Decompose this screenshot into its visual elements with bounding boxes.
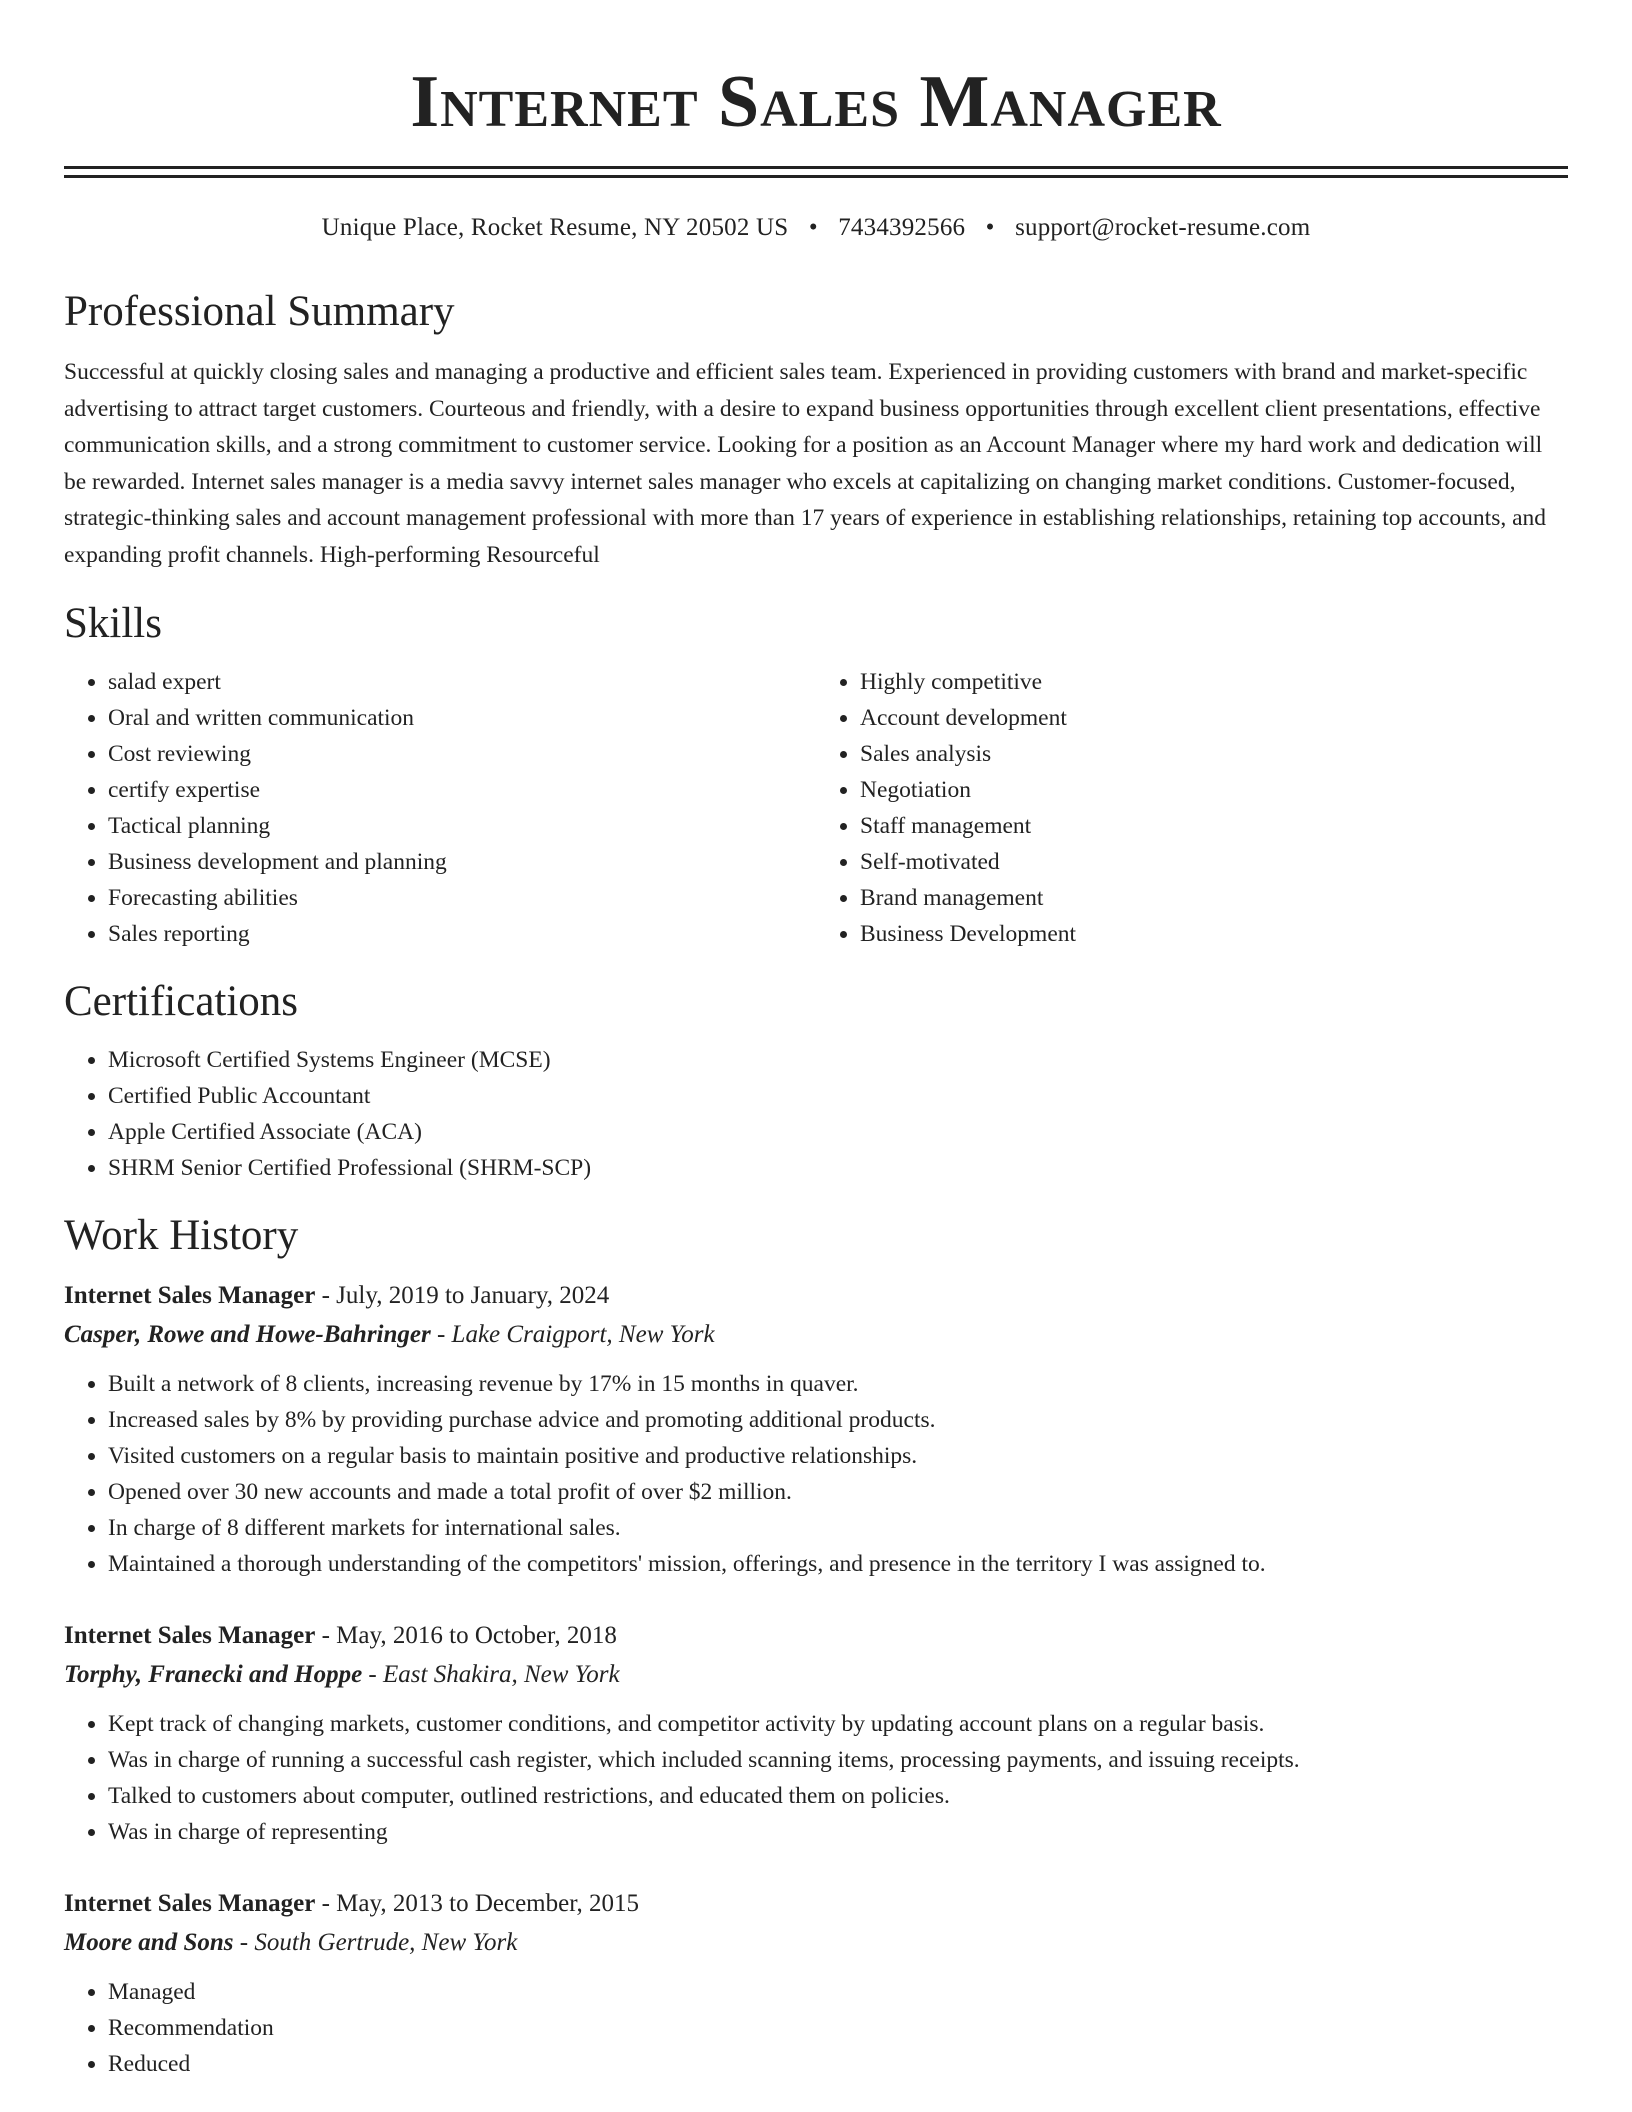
contact-separator: • <box>985 214 995 241</box>
job-title-line <box>64 1884 1568 1923</box>
job-bullet: • In charge of 8 different markets for international sales. <box>108 1510 1568 1546</box>
job-bullet: • Talked to customers about computer, outlined restrictions, and educated them on policies. <box>108 1778 1568 1814</box>
job-bullet: • Recommendation <box>108 2010 1568 2046</box>
job-dates: - July, 2019 to January, 2024 <box>321 1281 610 1309</box>
skill-item: • certify expertise <box>108 772 816 808</box>
job-bullet: • Visited customers on a regular basis to maintain positive and productive relationships. <box>108 1438 1568 1474</box>
skill-item: • Business Development <box>860 916 1568 952</box>
job-dates: - May, 2016 to October, 2018 <box>321 1621 617 1649</box>
skill-item: • Account development <box>860 700 1568 736</box>
job-title: Internet Sales Manager <box>64 1889 316 1917</box>
job-location: - South Gertrude, New York <box>239 1928 518 1956</box>
certification-item: • SHRM Senior Certified Professional (SHRM-SCP) <box>108 1150 1568 1186</box>
certification-item: • Microsoft Certified Systems Engineer (MCSE) <box>108 1042 1568 1078</box>
job-company-line <box>64 1315 1568 1354</box>
skill-item: • Oral and written communication <box>108 700 816 736</box>
skill-item: • Staff management <box>860 808 1568 844</box>
contact-separator: • <box>808 214 818 241</box>
job-bullet: • Increased sales by 8% by providing purchase advice and promoting additional products. <box>108 1402 1568 1438</box>
skills-list-left <box>64 664 816 952</box>
job-bullets <box>64 1974 1568 2082</box>
job-entry <box>64 1884 1568 2082</box>
job-bullet: • Managed <box>108 1974 1568 2010</box>
contact-address: Unique Place, Rocket Resume, NY 20502 US <box>321 214 789 241</box>
skill-item: • Highly competitive <box>860 664 1568 700</box>
contact-line <box>64 212 1568 244</box>
skill-item: • Brand management <box>860 880 1568 916</box>
job-bullet: • Kept track of changing markets, customer conditions, and competitor activity by updating account plans on a regular basis. <box>108 1706 1568 1742</box>
resume-name: Internet Sales Manager <box>410 61 1222 143</box>
certifications-heading: Certifications <box>64 977 299 1025</box>
summary-heading: Professional Summary <box>64 288 455 335</box>
contact-email: support@rocket-resume.com <box>1015 214 1311 241</box>
job-entry <box>64 1616 1568 1850</box>
skill-item: • Business development and planning <box>108 844 816 880</box>
skill-item: • Negotiation <box>860 772 1568 808</box>
header-rule-bottom <box>64 175 1568 178</box>
skills-columns <box>64 664 1568 952</box>
job-company: Casper, Rowe and Howe-Bahringer <box>64 1320 431 1348</box>
skill-item: • Forecasting abilities <box>108 880 816 916</box>
work-history-heading: Work History <box>64 1211 299 1259</box>
skill-item: • salad expert <box>108 664 816 700</box>
job-company: Moore and Sons <box>64 1928 234 1956</box>
header-rule-top <box>64 166 1568 169</box>
job-location: - Lake Craigport, New York <box>436 1320 715 1348</box>
job-title: Internet Sales Manager <box>64 1621 316 1649</box>
job-bullet: • Was in charge of running a successful cash register, which included scanning items, processing payments, and issuing receipts. <box>108 1742 1568 1778</box>
job-bullet: • Maintained a thorough understanding of the competitors' mission, offerings, and presence in the territory I was assigned to. <box>108 1546 1568 1582</box>
job-location: - East Shakira, New York <box>368 1660 620 1688</box>
certification-item: • Apple Certified Associate (ACA) <box>108 1114 1568 1150</box>
job-title-line <box>64 1276 1568 1315</box>
summary-text: Successful at quickly closing sales and managing a productive and efficient sales team. Experienced in providing customers with brand and market-specific advertising to attract target customers. Courteous and friendly, with a desire to expand business opportunities through excellent client presentations, effective communication skills, and a strong commitment to customer service. Looking for a position as an Account Manager where my hard work and dedication will be rewarded. Internet sales manager is a media savvy internet sales manager who excels at capitalizing on changing market conditions. Customer-focused, strategic-thinking sales and account management professional with more than 17 years of experience in establishing relationships, retaining top accounts, and expanding profit channels. High-performing Resourceful <box>64 359 1547 568</box>
skill-item: • Cost reviewing <box>108 736 816 772</box>
skill-item: • Self-motivated <box>860 844 1568 880</box>
job-dates: - May, 2013 to December, 2015 <box>321 1889 640 1917</box>
contact-phone: 7434392566 <box>838 214 966 241</box>
certifications-list <box>64 1042 1568 1186</box>
job-company-line <box>64 1923 1568 1962</box>
job-company-line <box>64 1655 1568 1694</box>
skill-item: • Sales analysis <box>860 736 1568 772</box>
job-bullet: • Built a network of 8 clients, increasing revenue by 17% in 15 months in quaver. <box>108 1366 1568 1402</box>
job-bullets <box>64 1366 1568 1582</box>
job-bullet: • Opened over 30 new accounts and made a total profit of over $2 million. <box>108 1474 1568 1510</box>
job-entry <box>64 1276 1568 1582</box>
job-bullets <box>64 1706 1568 1850</box>
certification-item: • Certified Public Accountant <box>108 1078 1568 1114</box>
resume-page <box>64 0 1568 2082</box>
skills-heading: Skills <box>64 599 162 647</box>
job-bullet: • Was in charge of representing <box>108 1814 1568 1850</box>
job-title: Internet Sales Manager <box>64 1281 316 1309</box>
job-bullet: • Reduced <box>108 2046 1568 2082</box>
skill-item: • Sales reporting <box>108 916 816 952</box>
skill-item: • Tactical planning <box>108 808 816 844</box>
job-title-line <box>64 1616 1568 1655</box>
job-company: Torphy, Franecki and Hoppe <box>64 1660 363 1688</box>
skills-list-right <box>816 664 1568 952</box>
